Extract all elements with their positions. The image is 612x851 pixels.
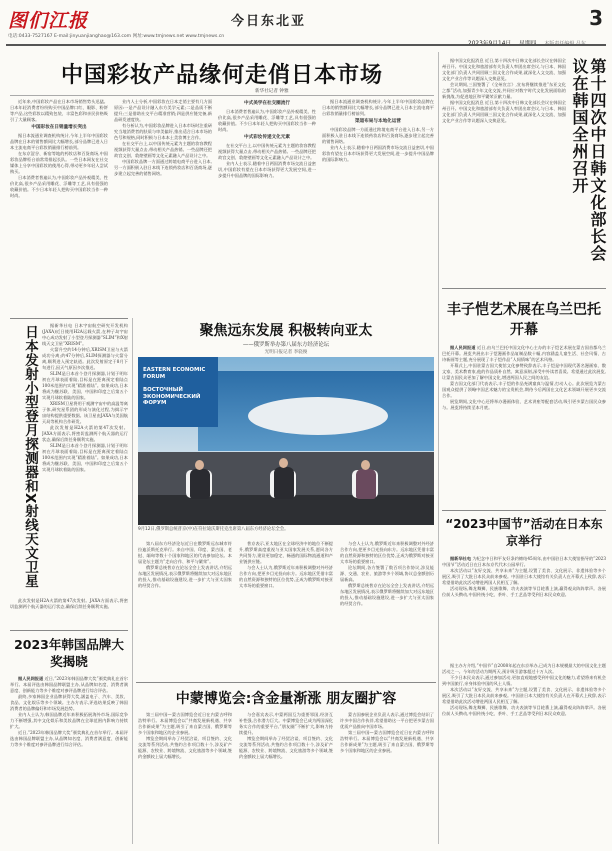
article-paragraph: SLIM是日本首个登月探测器,计划于明年初在月球表面着陆,目标是在距离预定着陆点100米范围内实现“精准着陆”。如果成功,日本将成为继苏联、美国、中国和印度之后第五个实现月球软着陆的国家。 bbox=[42, 371, 128, 400]
section-divider bbox=[136, 682, 436, 683]
festival-headline: 丰子恺艺术展在乌兰巴托开幕 bbox=[447, 302, 601, 338]
article-paragraph: 第八届东方经济论坛近日在俄罗斯远东城市符拉迪沃斯托克举行。来自中国、印度、蒙古国、老挝、缅甸等数十个国家和地区的代表参加论坛。本届论坛主题为“走向合作、和平与繁荣”。 bbox=[138, 541, 232, 564]
article-paragraph: 火箭升空约14分钟后,XRISM卫星与火箭成功分离;约47分钟后,SLIM探测器与火箭分离,顺利进入预定轨道。此次发射原定于8月下旬进行,因天气原因多次推迟。 bbox=[42, 347, 128, 370]
article-paragraph: 据日本流通业调查机构统计,今年上半年中国彩妆品牌在日本的销售额同比大幅增长,部分品牌已进入日本主流电商平台彩妆销量排行榜前列。 bbox=[10, 133, 108, 150]
speaker-head bbox=[195, 460, 204, 470]
lead-headline: 中国彩妆产品缘何走俏日本市场 bbox=[60, 63, 383, 88]
banner-text-en: EASTERN ECONOMIC FORUM bbox=[143, 367, 206, 380]
article-paragraph: 不少日本民众表示,通过参加活动,更加直观地感受到中国文化的魅力,希望将来有机会到中国旅行,亲身体验中国的风土人情。 bbox=[442, 675, 606, 686]
forum-headline: 聚焦远东发展 积极转向亚太 bbox=[199, 323, 373, 339]
japan-festival-body-2 bbox=[442, 663, 606, 843]
speaker-figure bbox=[190, 469, 210, 499]
lead-subheading: 中式彩妆传递文化元素 bbox=[244, 135, 290, 140]
article-paragraph: 中国彩妆品牌一方面通过跨境电商平台进入日本,另一方面积极入驻日本线下连锁药妆店和百货商场,逐步建立起完善的销售网络。 bbox=[322, 127, 434, 144]
article-paragraph: 与会嘉宾表示,中蒙两国互为重要邻国,经济互补性强,合作潜力巨大。中蒙博览会已成为两国深化务实合作的重要平台,“朋友圈”不断扩大,影响力持续提升。 bbox=[239, 712, 333, 735]
article-paragraph: 会议期间,三国签署了《全州宣言》,宣布将继续推进“东亚文化之都”活动,加强青少年文化交流,共同应对数字时代文化发展面临的新挑战,为促进地区和平繁荣贡献力量。 bbox=[442, 82, 566, 99]
lead-subheading: 渠道布局与本地化运营 bbox=[355, 119, 401, 124]
festival-body bbox=[442, 345, 606, 505]
article-paragraph: 俄罗斯总统普京在论坛全会上发表讲话,介绍远东地区发展情况,表示俄罗斯将继续加大对远东地区的投入,推动基础设施建设,进一步扩大与亚太国家的经贸合作。 bbox=[340, 583, 434, 606]
lead-column-4 bbox=[322, 99, 434, 311]
lead-subheading: 中国彩妆在日销量增长突出 bbox=[31, 125, 87, 130]
article-paragraph: 业内人士分析,中国彩妆在日本走俏主要有几方面原因:一是产品设计融入东方美学元素;二是品质不断提升;三是借助社交平台精准营销;四是供应链完备,新品研发速度快。 bbox=[114, 99, 212, 122]
photo-island bbox=[248, 397, 388, 435]
article-paragraph: 本次活动以“友好交流、共享未来”为主题,设置了美食、文化展示、非遗体验等多个展区,吸引了大批日本民众前来参观。中国驻日本大使馆有关负责人在开幕式上致辞,表示希望借助此次活动增进两国人民相互了解。 bbox=[442, 568, 606, 585]
expo-column-3 bbox=[340, 712, 434, 844]
section-divider bbox=[442, 288, 606, 289]
column-divider bbox=[132, 318, 133, 844]
article-paragraph bbox=[442, 345, 606, 363]
forum-column-2 bbox=[239, 541, 333, 677]
article-paragraph: 业内人士表示,随着中日两国消费市场交流日益密切,中国彩妆有望在日本市场获得更大发展空间,进一步提升中国品牌的国际影响力。 bbox=[322, 145, 434, 162]
article-text: 为纪念中日和平友好条约缔结45周年,由中国驻日本大使馆指导的“2023中国节”活动近日在日本东京代代木公园举行。 bbox=[442, 556, 606, 567]
masthead-divider bbox=[6, 44, 606, 46]
page-number: 3 bbox=[589, 6, 603, 30]
article-source: 据人民网报道 bbox=[450, 345, 476, 350]
article-paragraph: 活动现场,舞龙舞狮、民族歌舞、功夫表演等节目轮番上演,赢得观众阵阵掌声。各展位前人头攒动,中国传统小吃、茶叶、手工艺品等受到日本民众欢迎。 bbox=[442, 705, 606, 716]
forum-subtitle: ——俄罗斯举办第八届东方经济论坛 bbox=[242, 342, 330, 348]
exhibition-body bbox=[442, 58, 566, 282]
article-paragraph: 博览会期间举办了经贸洽谈、项目签约、文化交流等系列活动,共签约合作项目数十个,涉及矿产能源、农牧业、跨境物流、文化旅游等多个领域,签约金额较上届大幅增长。 bbox=[138, 736, 232, 759]
article-paragraph: 在东京涩谷、新宿等地的药妆店和百货商场,中国彩妆品牌柜台前常常排起长队。一些日本网友在社交媒体上分享中国彩妆的使用心得,带动更多年轻人尝试购买。 bbox=[10, 151, 108, 174]
article-text: 近日,“2023年韩国品牌大奖”颁奖典礼在首尔举行。本届评选由韩国品牌联盟主办,从品牌知名度、消费者满意度、创新能力等多个维度对参评品牌进行综合评估。 bbox=[10, 676, 128, 693]
article-paragraph: 业内人士认为,韩国品牌近年来积极拓展海外市场,国际竞争力不断增强,其中文化娱乐和美妆品牌在全球范围内影响力持续扩大。 bbox=[10, 712, 128, 729]
japan-festival-body bbox=[442, 556, 606, 661]
article-paragraph bbox=[10, 676, 128, 694]
article-paragraph: 据新华社电 日本宇宙航空研究开发机构(JAXA)近日使用H2A运载火箭,在种子岛宇宙中心成功发射了小型登月探测器“SLIM”和X射线天文卫星“XRISM”。 bbox=[42, 323, 128, 346]
satellite-body bbox=[42, 323, 128, 623]
photo-caption: 9月12日,俄罗斯总统普京(中)在符拉迪沃斯托克出席第八届东方经济论坛全会。 bbox=[138, 527, 289, 532]
forum-photo bbox=[138, 357, 434, 525]
forum-column-3 bbox=[340, 541, 434, 677]
japan-festival-headline: “2023中国节”活动在日本东京举行 bbox=[445, 517, 603, 548]
forum-byline: 光明日报记者 李骁俊 bbox=[264, 350, 308, 355]
article-paragraph: 近日,“2023年韩国品牌大奖”颁奖典礼在首尔举行。本届评选由韩国品牌联盟主办,从品牌知名度、消费者满意度、创新能力等多个维度对参评品牌进行综合评估。 bbox=[10, 730, 128, 747]
article-paragraph: 此次发射是H2A火箭的第47次发射。JAXA方面表示,将密切监测两个航天器的运行状态,确保后续任务顺利实施。 bbox=[42, 425, 128, 442]
expo-column-1 bbox=[138, 712, 232, 844]
forum-banner bbox=[138, 357, 218, 427]
section-title: 今日东北亚 bbox=[231, 14, 307, 29]
forum-column-1 bbox=[138, 541, 232, 677]
brand-headline: 2023年韩国品牌大奖揭晓 bbox=[14, 637, 124, 669]
article-paragraph: 俄罗斯总统普京在论坛全会上发表讲话,介绍远东地区发展情况,表示俄罗斯将继续加大对远东地区的投入,推动基础设施建设,进一步扩大与亚太国家的经贸合作。 bbox=[138, 565, 232, 588]
lead-column-3 bbox=[218, 99, 316, 311]
article-source: 据人民网报道 bbox=[18, 676, 44, 681]
satellite-headline: 日本发射小型登月探测器和X射线天文卫星 bbox=[22, 325, 38, 588]
lead-subheading: 中式美学在社交圈流行 bbox=[244, 101, 290, 106]
article-paragraph: 第三届中国—蒙古国博览会近日在内蒙古呼和浩特举行。本届博览会以“共商发展新机遇、共享合作新成果”为主题,吸引了来自蒙古国、俄罗斯等多个国家和地区的企业参展。 bbox=[340, 730, 434, 753]
lead-divider bbox=[10, 95, 434, 96]
article-paragraph: 普京表示,亚太地区在全球经济中的地位不断提升,俄罗斯高度重视与亚太国家发展关系,愿同各方共同努力,建设更加稳定、畅通的国际物流通道和产业链供应链。 bbox=[239, 541, 333, 564]
article-text: 近日,由乌兰巴托中国文化中心主办的丰子恺艺术展在蒙古国首都乌兰巴托开幕。展览共展出丰子恺漫画作品复制品数十幅,内容涵盖儿童生活、社会风情、古诗新画等主题,充分展现了丰子恺作品“人间情味”的艺术风格。 bbox=[442, 345, 606, 362]
article-paragraph: 日本消费者普遍认为,中国彩妆产品外观精美、性价比高,很多产品采用雕花、浮雕等工艺,具有很强的收藏价值。不少日本年轻人把购买中国彩妆当作一种时尚。 bbox=[218, 109, 316, 132]
article-paragraph: 蒙古国参展企业负责人表示,通过博览会结识了许多中国合作伙伴,希望借助这一平台把更多蒙古国优质产品推向中国市场。 bbox=[340, 712, 434, 729]
lead-column-2 bbox=[114, 99, 212, 311]
article-paragraph: 活动现场,舞龙舞狮、民族歌舞、功夫表演等节目轮番上演,赢得观众阵阵掌声。各展位前人头攒动,中国传统小吃、茶叶、手工艺品等受到日本民众欢迎。 bbox=[442, 586, 606, 597]
article-paragraph: 博览会期间举办了经贸洽谈、项目签约、文化交流等系列活动,共签约合作项目数十个,涉及矿产能源、农牧业、跨境物流、文化旅游等多个领域,签约金额较上届大幅增长。 bbox=[239, 736, 333, 759]
column-divider bbox=[438, 52, 439, 844]
article-paragraph: SLIM是日本首个登月探测器,计划于明年初在月球表面着陆,目标是在距离预定着陆点100米范围内实现“精准着陆”。如果成功,日本将成为继苏联、美国、中国和印度之后第五个实现月球软着陆的国家。 bbox=[42, 443, 128, 472]
lead-column-1 bbox=[10, 99, 108, 311]
section-divider bbox=[10, 630, 128, 631]
speaker-figure bbox=[356, 469, 376, 499]
article-paragraph bbox=[442, 556, 606, 568]
photo-floor bbox=[138, 495, 434, 525]
article-paragraph: 据中国文化报消息 近日,第十四次中日韩文化部长会议在韩国全州召开。中国文化和旅游部有关负责人率团出席会议,与日本、韩国文化部门负责人共同回顾三国文化合作成果,就深化人文交流、加强文化产业合作等议题深入交换意见。 bbox=[442, 58, 566, 81]
expo-column-2 bbox=[239, 712, 333, 844]
article-paragraph: 展览期间,文化中心还将举办漫画体验、艺术讲座等配套活动,吸引更多蒙古国民众参与。展览将持续至本月底。 bbox=[442, 399, 606, 410]
lead-byline: 新华社记者 钟雅 bbox=[255, 89, 289, 94]
article-paragraph: 据主办方介绍,“中国节”自2008年起在东京举办,已成为日本规模最大的中国文化主题活动之一。今年的活动为期两天,预计吸引游客超过十万人次。 bbox=[442, 663, 606, 674]
article-paragraph: 本次活动以“友好交流、共享未来”为主题,设置了美食、文化展示、非遗体验等多个展区,吸引了大批日本民众前来参观。中国驻日本大使馆有关负责人在开幕式上致辞,表示希望借助此次活动增进两国人民相互了解。 bbox=[442, 687, 606, 704]
contact-line: 电话:0433-7527167 E-mail:jinyuanjianghao@163.com 网址:www.tmjnews.net www.tmjnews.cn bbox=[8, 34, 225, 39]
section-divider bbox=[10, 318, 128, 319]
article-paragraph: 开幕式上,中国驻蒙古国大使馆文化参赞致辞表示,丰子恺是中国现代著名漫画家、散文家、美术教育家,他的作品质朴自然、寓意深刻,深受中外读者喜爱。希望通过此次展览,让蒙古国民众更加了解中国文化,增进两国人民之间的友谊。 bbox=[442, 363, 606, 380]
article-paragraph: 中国彩妆品牌一方面通过跨境电商平台进入日本,另一方面积极入驻日本线下连锁药妆店和百货商场,逐步建立起完善的销售网络。 bbox=[114, 159, 212, 176]
speaker-figure bbox=[274, 467, 294, 499]
banner-text-ru: ВОСТОЧНЫЙ ЭКОНОМИЧЕСКИЙ ФОРУМ bbox=[143, 387, 201, 406]
article-source: 据新华社电 bbox=[450, 556, 472, 561]
article-paragraph: 有分析认为,中国彩妆品牌进入日本市场时注重研究当地消费者的肤质与审美偏好,推出适合日本市场的色号和规格,同时积极与日本本土美妆博主合作。 bbox=[114, 123, 212, 140]
article-paragraph: 日本消费者普遍认为,中国彩妆产品外观精美、性价比高,很多产品采用雕花、浮雕等工艺,具有很强的收藏价值。不少日本年轻人把购买中国彩妆当作一种时尚。 bbox=[10, 175, 108, 198]
article-paragraph: 业内人士表示,随着中日两国消费市场交流日益密切,中国彩妆有望在日本市场获得更大发展空间,进一步提升中国品牌的国际影响力。 bbox=[218, 161, 316, 178]
speaker-head bbox=[361, 460, 370, 470]
article-paragraph: 与会人士认为,俄罗斯近年来积极调整对外经济合作方向,把更多目光投向东方。远东地区凭借丰富的自然资源和独特的区位优势,正成为俄罗斯对接亚太市场的重要窗口。 bbox=[239, 565, 333, 588]
article-paragraph: 在社交平台上,以中国传统元素为主题的妆容教程视频获得大量点击,带动相关产品热销。一些品牌还把故宫文创、敦煌壁画等文化元素融入产品设计之中。 bbox=[114, 141, 212, 158]
brand-body bbox=[10, 676, 128, 844]
article-paragraph: 蒙古国文化部门代表表示,丰子恺的作品充满童真与温情,打动人心。此次展览为蒙古国观众提供了领略中国艺术魅力的宝贵机会,期待今后两国在文化艺术领域开展更多交流合作。 bbox=[442, 381, 606, 398]
article-paragraph: 最终,多家韩国企业品牌获得大奖,涵盖电子、汽车、美妆、食品、文化娱乐等多个领域。主办方表示,评选结果反映了韩国消费者的品牌偏好和市场发展趋势。 bbox=[10, 694, 128, 711]
article-paragraph: 论坛期间,各方签署了数百项合作协议,涉及能源、交通、农业、旅游等多个领域,协议总金额创历届新高。 bbox=[340, 565, 434, 582]
article-paragraph: XRISM卫星将用于观测宇宙中的高温等离子体,研究星系团的形成与演化过程,为揭示宇宙结构提供重要数据。该卫星由JAXA与美国航天局等机构合作研发。 bbox=[42, 401, 128, 424]
article-paragraph: 与会人士认为,俄罗斯近年来积极调整对外经济合作方向,把更多目光投向东方。远东地区凭借丰富的自然资源和独特的区位优势,正成为俄罗斯对接亚太市场的重要窗口。 bbox=[340, 541, 434, 564]
article-paragraph: 近年来,中国彩妆产品在日本市场销售势头迅猛。日本年轻消费者纷纷购买中国品牌口红、眼影、粉饼等产品,这些彩妆以精致包装、丰富色彩和亲民价格吸引了大量顾客。 bbox=[10, 99, 108, 122]
expo-headline: 中蒙博览会:含金量渐涨 朋友圈扩容 bbox=[175, 691, 397, 707]
satellite-body-2 bbox=[10, 598, 128, 626]
article-paragraph: 在社交平台上,以中国传统元素为主题的妆容教程视频获得大量点击,带动相关产品热销。一些品牌还把故宫文创、敦煌壁画等文化元素融入产品设计之中。 bbox=[218, 143, 316, 160]
speaker-head bbox=[279, 458, 288, 468]
article-paragraph: 此次发射是H2A火箭的第47次发射。JAXA方面表示,将密切监测两个航天器的运行状态,确保后续任务顺利实施。 bbox=[10, 598, 128, 609]
section-divider bbox=[442, 510, 606, 511]
newspaper-logo: 图们江报 bbox=[8, 10, 89, 32]
article-paragraph: 第三届中国—蒙古国博览会近日在内蒙古呼和浩特举行。本届博览会以“共商发展新机遇、共享合作新成果”为主题,吸引了来自蒙古国、俄罗斯等多个国家和地区的企业参展。 bbox=[138, 712, 232, 735]
article-paragraph: 据中国文化报消息 近日,第十四次中日韩文化部长会议在韩国全州召开。中国文化和旅游部有关负责人率团出席会议,与日本、韩国文化部门负责人共同回顾三国文化合作成果,就深化人文交流、加强文化产业合作等议题深入交换意见。 bbox=[442, 100, 566, 123]
article-paragraph: 据日本流通业调查机构统计,今年上半年中国彩妆品牌在日本的销售额同比大幅增长,部分品牌已进入日本主流电商平台彩妆销量排行榜前列。 bbox=[322, 99, 434, 116]
exhibition-headline: 第十四次中日韩文化部长会议在韩国全州召开 bbox=[570, 58, 607, 262]
